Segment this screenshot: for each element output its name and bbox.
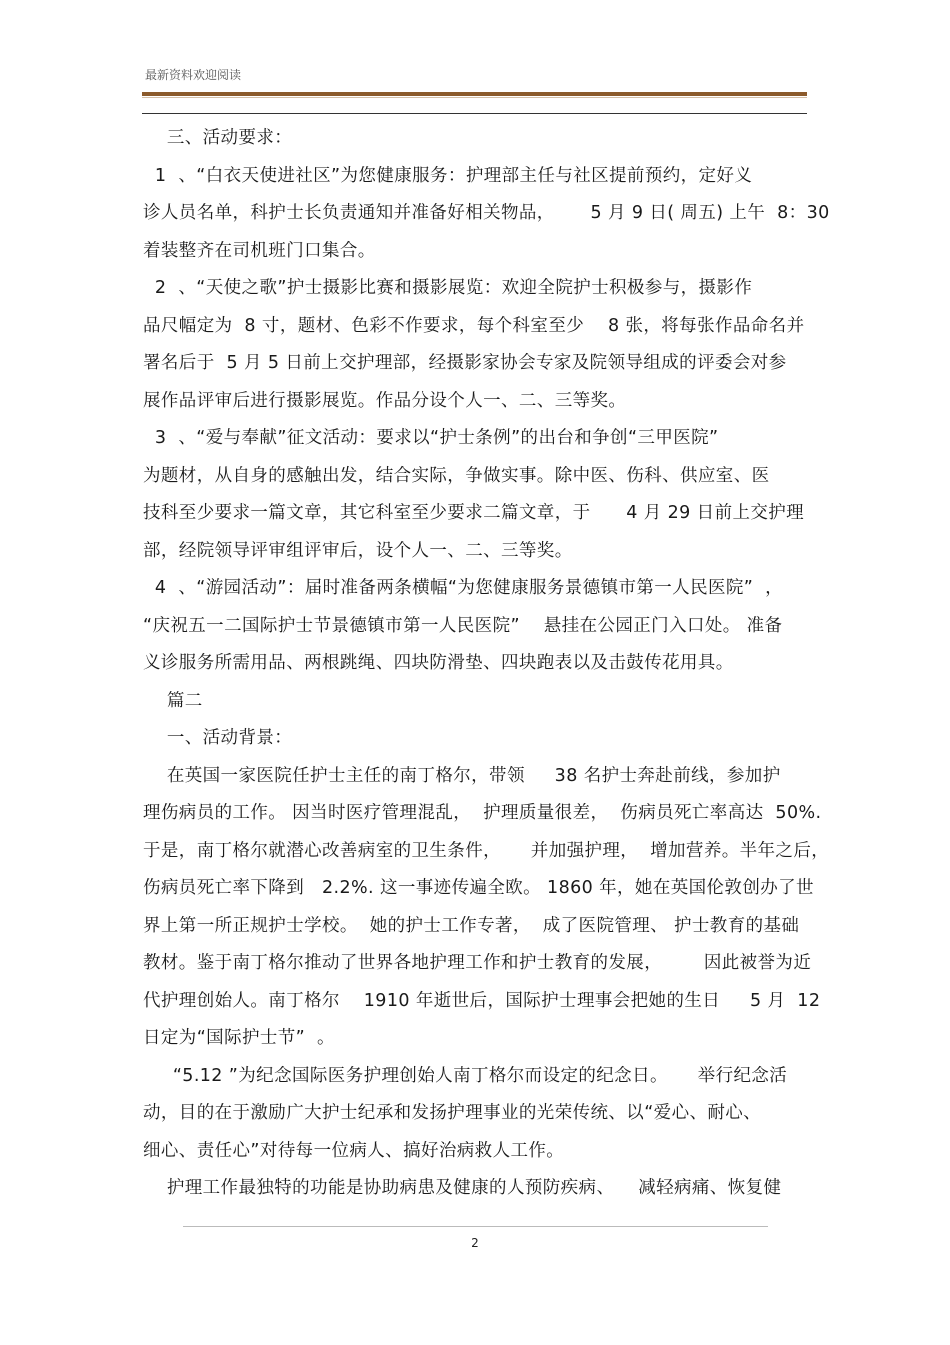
text-line: 代护理创始人。南丁格尔 1910 年逝世后，国际护士理事会把她的生日 5 月 12 (143, 990, 821, 1011)
text-line: 教材。鉴于南丁格尔推动了世界各地护理工作和护士教育的发展， 因此被誉为近 (143, 953, 812, 973)
text-line: 义诊服务所需用品、两根跳绳、四块防滑垫、四块跑表以及击鼓传花用具。 (143, 653, 734, 673)
text-line: 理伤病员的工作。 因当时医疗管理混乱， 护理质量很差， 伤病员死亡率高达 50%. (143, 803, 822, 823)
text-line: 展作品评审后进行摄影展览。作品分设个人一、二、三等奖。 (143, 390, 627, 411)
text-line: 细心、责任心”对待每一位病人、搞好治病救人工作。 (143, 1140, 565, 1161)
text-line: 日定为“国际护士节” 。 (143, 1028, 335, 1048)
text-line: 部，经院领导评审组评审后，设个人一、二、三等奖。 (143, 540, 573, 561)
text-line: 诊人员名单，科护士长负责通知并准备好相关物品， 5 月 9 日( 周五) 上午 8：30 (143, 203, 830, 223)
text-line: 一、活动背景： (143, 728, 293, 748)
text-line: “庆祝五一二国际护士节景德镇市第一人民医院” 悬挂在公园正门入口处。 准备 (143, 615, 783, 636)
header-rule-thick (142, 92, 807, 96)
text-line: 在英国一家医院任护士主任的南丁格尔，带领 38 名护士奔赴前线，参加护 (143, 765, 781, 786)
text-line: 为题材，从自身的感触出发，结合实际，争做实事。除中医、伤科、供应室、医 (143, 465, 770, 486)
text-line: 技科至少要求一篇文章，其它科室至少要求二篇文章，于 4 月 29 日前上交护理 (143, 503, 805, 523)
text-line: 4 、“游园活动”：届时准备两条横幅“为您健康服务景德镇市第一人民医院” ， (143, 578, 784, 598)
text-line: 篇二 (143, 690, 203, 711)
text-line: 署名后于 5 月 5 日前上交护理部，经摄影家协会专家及院领导组成的评委会对参 (143, 353, 787, 373)
text-line: 护理工作最独特的功能是协助病患及健康的人预防疾病、 减轻病痛、恢复健 (143, 1178, 782, 1198)
text-line: 2 、“天使之歌”护士摄影比赛和摄影展览：欢迎全院护士积极参与，摄影作 (143, 278, 753, 298)
text-line: 三、活动要求： (143, 128, 293, 148)
document-body (143, 120, 830, 1208)
header-rule-thin (142, 97, 807, 98)
footer-rule (183, 1226, 768, 1227)
text-line: 1 、“白衣天使进社区”为您健康服务：护理部主任与社区提前预约，定好义 (143, 165, 753, 186)
text-line: 于是，南丁格尔就潜心改善病室的卫生条件， 并加强护理， 增加营养。半年之后， (143, 840, 830, 861)
text-line: 界上第一所正规护士学校。 她的护士工作专著， 成了医院管理、 护士教育的基础 (143, 915, 800, 936)
text-line: “5.12 ”为纪念国际医务护理创始人南丁格尔而设定的纪念日。 举行纪念活 (143, 1065, 788, 1086)
text-line: 伤病员死亡率下降到 2.2%. 这一事迹传遍全欧。 1860 年，她在英国伦敦创办了世 (143, 878, 814, 898)
text-line: 动，目的在于激励广大护士纪承和发扬护理事业的光荣传统、以“爱心、耐心、 (143, 1103, 762, 1123)
text-line: 品尺幅定为 8 寸，题材、色彩不作要求，每个科室至少 8 张，将每张作品命名并 (143, 315, 805, 336)
page-number: 2 (471, 1236, 479, 1250)
text-line: 3 、“爱与奉献”征文活动：要求以“护士条例”的出台和争创“三甲医院” (143, 428, 719, 448)
header-rule-black (142, 113, 807, 114)
page-header-text: 最新资料欢迎阅读 (145, 68, 242, 82)
text-line: 着装整齐在司机班门口集合。 (143, 240, 376, 261)
